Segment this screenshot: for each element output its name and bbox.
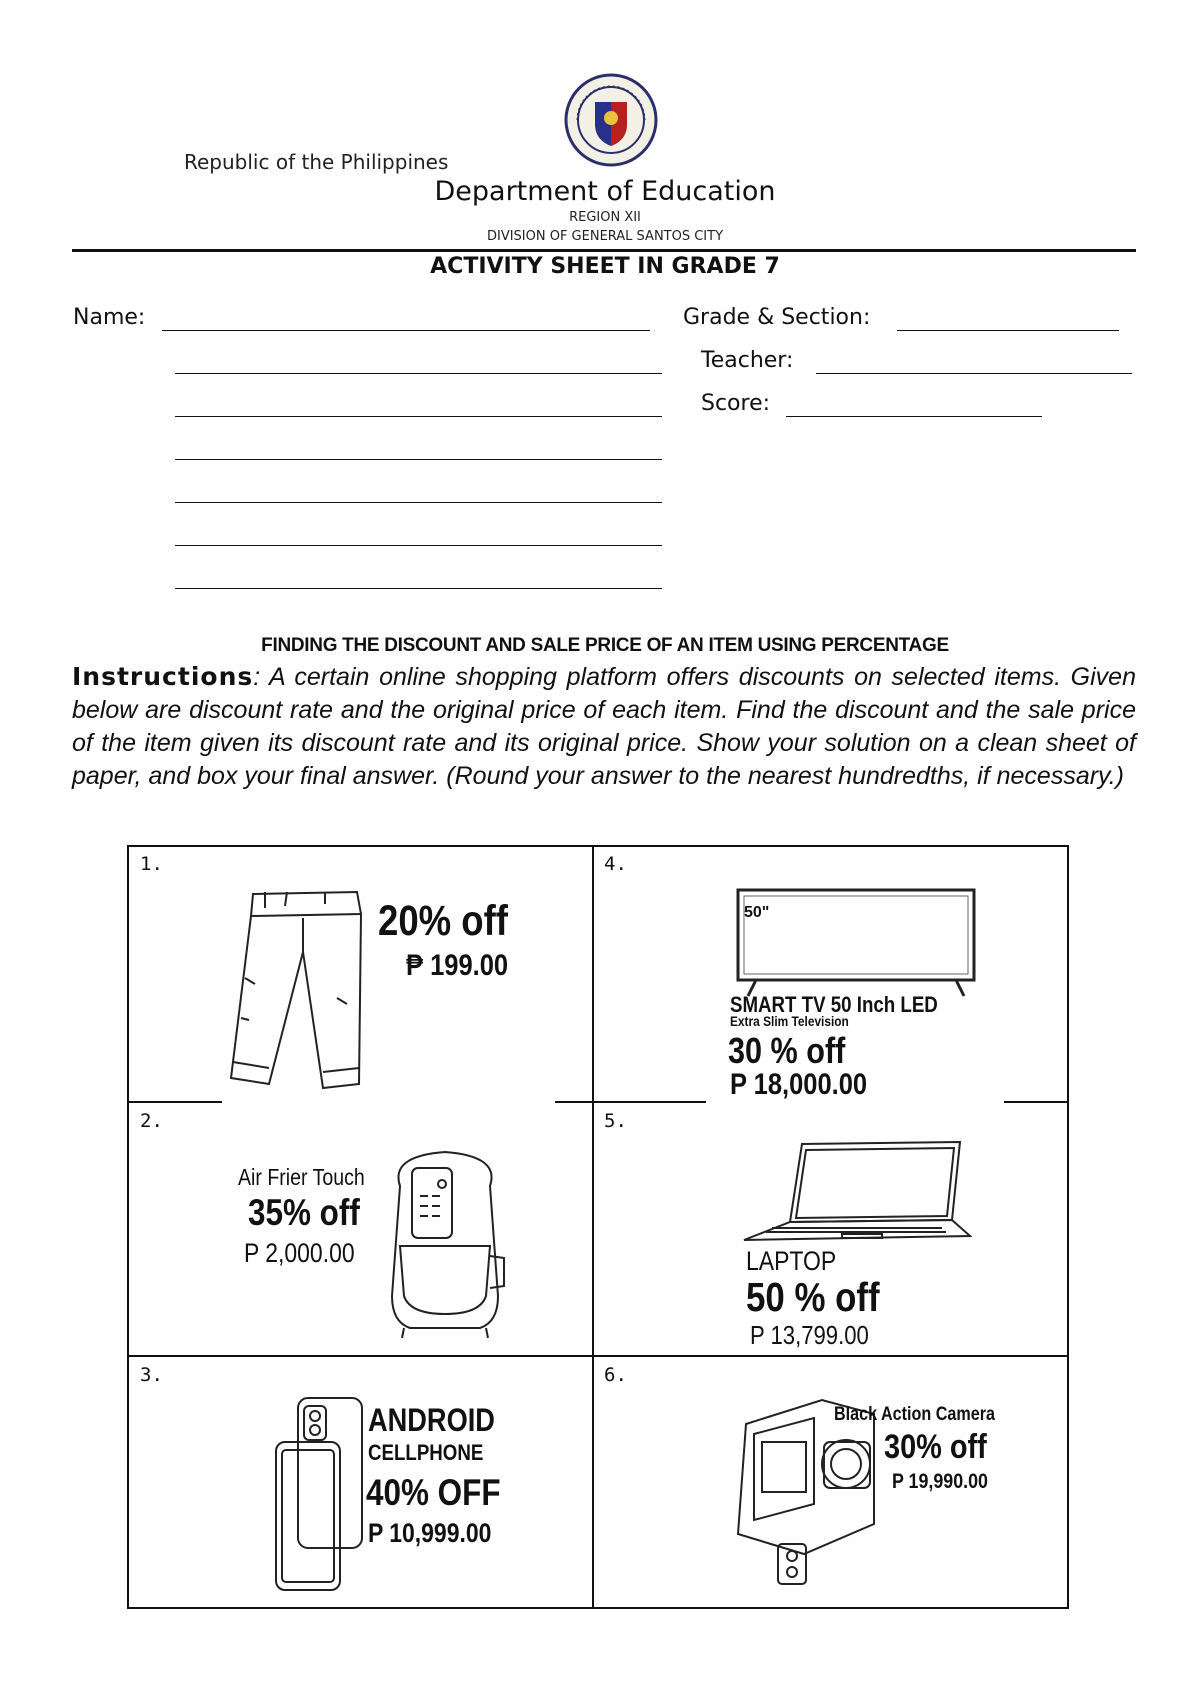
item-6-discount: 30% off <box>884 1428 987 1466</box>
item-5-discount: 50 % off <box>746 1274 880 1320</box>
grid-row-divider-2 <box>127 1355 1069 1357</box>
score-line[interactable] <box>786 416 1042 417</box>
name-line-7[interactable] <box>175 588 662 589</box>
item-5-name: LAPTOP <box>746 1246 837 1276</box>
item-2-number: 2. <box>140 1110 163 1132</box>
item-6-number: 6. <box>604 1364 627 1386</box>
name-line-2[interactable] <box>175 373 662 374</box>
grid-row-divider-1c <box>1004 1101 1069 1103</box>
deped-seal-icon <box>563 72 659 168</box>
item-4-discount: 30 % off <box>728 1030 846 1071</box>
item-4-price: P 18,000.00 <box>730 1068 868 1101</box>
teacher-label: Teacher: <box>701 348 794 373</box>
name-label: Name: <box>73 305 146 330</box>
item-3-name: ANDROID <box>368 1402 495 1438</box>
item-3-number: 3. <box>140 1364 163 1386</box>
grade-section-line[interactable] <box>897 330 1119 331</box>
name-line-6[interactable] <box>175 545 662 546</box>
air-fryer-icon <box>380 1146 510 1350</box>
instructions-paragraph <box>72 660 1136 793</box>
grid-row-divider-1a <box>127 1101 222 1103</box>
department-title: Department of Education <box>434 176 776 207</box>
item-5-price: P 13,799.00 <box>750 1320 869 1350</box>
item-1-discount: 20% off <box>378 897 508 945</box>
item-2-price: P 2,000.00 <box>244 1238 355 1268</box>
tv-screen-label: 50" <box>744 904 770 921</box>
republic-text: Republic of the Philippines <box>184 150 449 174</box>
grade-section-label: Grade & Section: <box>683 305 871 330</box>
laptop-icon <box>742 1140 972 1249</box>
name-line-4[interactable] <box>175 459 662 460</box>
instructions-text: : A certain online shopping platform offers discounts on selected items. Given below are discount rate and the original price of each item. Find the discount and the sale price of the item given its discount rate and its original price. Show your solution on a clean sheet of paper, and box your final answer. (Round your answer to the nearest hundredths, if necessary.) <box>72 663 1136 790</box>
score-label: Score: <box>701 391 771 416</box>
item-4-subtitle: Extra Slim Television <box>730 1013 849 1029</box>
header-rule <box>72 249 1136 252</box>
item-4-number: 4. <box>604 853 627 875</box>
pants-icon <box>225 888 390 1102</box>
item-6-name: Black Action Camera <box>834 1404 995 1425</box>
cellphone-icon <box>272 1394 368 1598</box>
item-3-discount: 40% OFF <box>366 1472 501 1513</box>
item-1-price: ₱ 199.00 <box>406 949 509 982</box>
name-line-5[interactable] <box>175 502 662 503</box>
item-4-name: SMART TV 50 Inch LED <box>730 992 938 1017</box>
teacher-line[interactable] <box>816 373 1132 374</box>
item-1-number: 1. <box>140 853 163 875</box>
sheet-title: ACTIVITY SHEET IN GRADE 7 <box>430 254 780 279</box>
region-text: REGION XII <box>569 210 641 225</box>
grid-row-divider-1b <box>555 1101 706 1103</box>
instructions-label: Instructions <box>72 662 254 691</box>
item-2-name: Air Frier Touch <box>238 1164 365 1190</box>
topic-title: FINDING THE DISCOUNT AND SALE PRICE OF AN ITEM USING PERCENTAGE <box>261 635 949 656</box>
item-5-number: 5. <box>604 1110 627 1132</box>
tv-icon <box>736 888 976 1002</box>
division-text: DIVISION OF GENERAL SANTOS CITY <box>486 229 724 244</box>
grid-vertical-divider <box>592 845 594 1609</box>
item-3-price: P 10,999.00 <box>368 1518 492 1548</box>
name-line-3[interactable] <box>175 416 662 417</box>
name-line[interactable] <box>162 330 650 331</box>
item-6-price: P 19,990.00 <box>892 1470 988 1493</box>
item-2-discount: 35% off <box>248 1192 360 1233</box>
item-3-subtitle: CELLPHONE <box>368 1440 484 1465</box>
